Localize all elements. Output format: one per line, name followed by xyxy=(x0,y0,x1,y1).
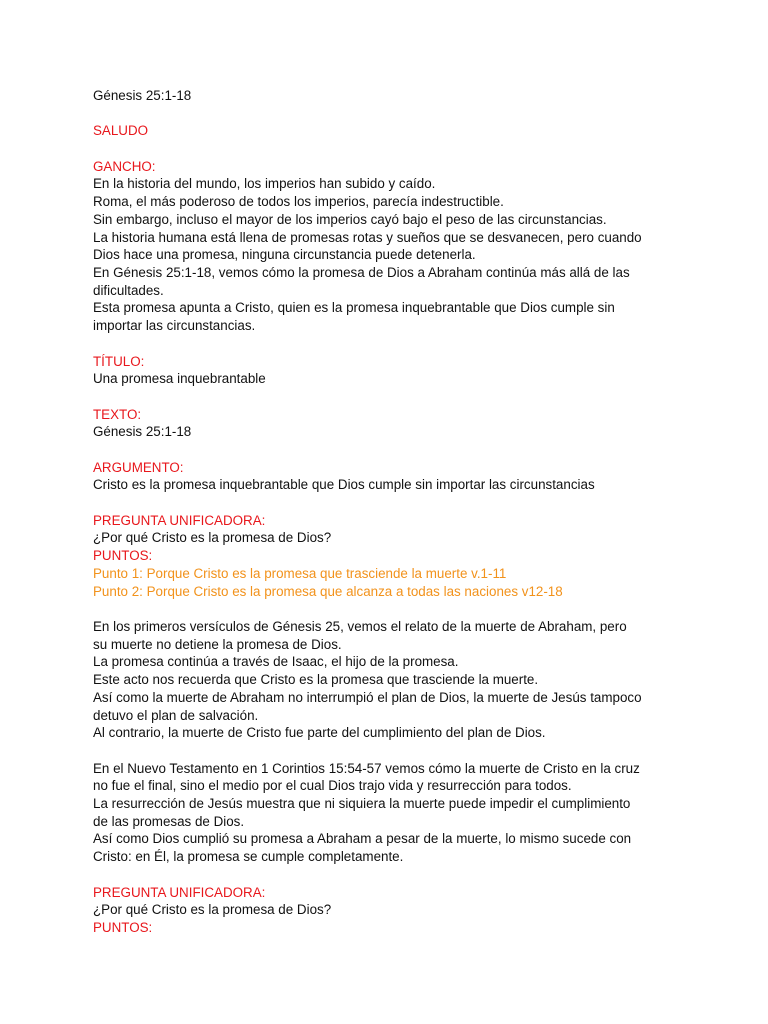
paragraph-line: Cristo: en Él, la promesa se cumple completamente. xyxy=(93,849,404,865)
paragraph-line: Así como la muerte de Abraham no interrumpió el plan de Dios, la muerte de Jesús tampoco xyxy=(93,689,642,705)
paragraph-line: Este acto nos recuerda que Cristo es la promesa que trasciende la muerte. xyxy=(93,672,539,688)
pregunta-unificadora-label: PREGUNTA UNIFICADORA: xyxy=(93,884,266,900)
paragraph-line: La promesa continúa a través de Isaac, el hijo de la promesa. xyxy=(93,654,459,670)
pregunta-unificadora-value: ¿Por qué Cristo es la promesa de Dios? xyxy=(93,530,332,546)
pregunta-unificadora-value: ¿Por qué Cristo es la promesa de Dios? xyxy=(93,902,332,918)
paragraph-line: Así como Dios cumplió su promesa a Abraham a pesar de la muerte, lo mismo sucede con xyxy=(93,831,632,847)
paragraph-line: su muerte no detiene la promesa de Dios. xyxy=(93,636,342,652)
paragraph-line: no fue el final, sino el medio por el cual Dios trajo vida y resurrección para todos. xyxy=(93,778,572,794)
punto-item: Punto 1: Porque Cristo es la promesa que trasciende la muerte v.1-11 xyxy=(93,565,507,581)
paragraph-line: En los primeros versículos de Génesis 25, vemos el relato de la muerte de Abraham, pero xyxy=(93,618,627,634)
texto-value: Génesis 25:1-18 xyxy=(93,424,192,440)
gancho-line: En la historia del mundo, los imperios han subido y caído. xyxy=(93,176,436,192)
document-page xyxy=(93,87,713,937)
gancho-line: Dios hace una promesa, ninguna circunstancia puede detenerla. xyxy=(93,247,476,263)
saludo-label: SALUDO xyxy=(93,123,149,139)
gancho-line: La historia humana está llena de promesas rotas y sueños que se desvanecen, pero cuando xyxy=(93,229,642,245)
gancho-line: En Génesis 25:1-18, vemos cómo la promesa de Dios a Abraham continúa más allá de las xyxy=(93,265,630,280)
document-heading: Génesis 25:1-18 xyxy=(93,88,192,103)
paragraph-line: La resurrección de Jesús muestra que ni siquiera la muerte puede impedir el cumplimiento xyxy=(93,796,631,811)
paragraph-line: Al contrario, la muerte de Cristo fue parte del cumplimiento del plan de Dios. xyxy=(93,725,546,741)
argumento-value: Cristo es la promesa inquebrantable que Dios cumple sin importar las circunstancias xyxy=(93,477,595,493)
titulo-value: Una promesa inquebrantable xyxy=(93,371,266,387)
puntos-label: PUNTOS: xyxy=(93,919,153,935)
gancho-line: Sin embargo, incluso el mayor de los imperios cayó bajo el peso de las circunstancias. xyxy=(93,211,607,227)
paragraph-line: detuvo el plan de salvación. xyxy=(93,707,259,723)
titulo-label: TÍTULO: xyxy=(93,353,145,369)
pregunta-unificadora-label: PREGUNTA UNIFICADORA: xyxy=(93,512,266,528)
gancho-line: Esta promesa apunta a Cristo, quien es la promesa inquebrantable que Dios cumple sin xyxy=(93,300,615,316)
gancho-label: GANCHO: xyxy=(93,158,156,174)
argumento-label: ARGUMENTO: xyxy=(93,459,184,475)
gancho-line: Roma, el más poderoso de todos los imperios, parecía indestructible. xyxy=(93,194,504,210)
texto-label: TEXTO: xyxy=(93,406,142,422)
punto-item: Punto 2: Porque Cristo es la promesa que alcanza a todas las naciones v12-18 xyxy=(93,583,563,599)
puntos-label: PUNTOS: xyxy=(93,548,153,564)
gancho-line: importar las circunstancias. xyxy=(93,318,256,334)
gancho-line: dificultades. xyxy=(93,282,164,298)
paragraph-line: de las promesas de Dios. xyxy=(93,813,245,829)
paragraph-line: En el Nuevo Testamento en 1 Corintios 15:54-57 vemos cómo la muerte de Cristo en la cruz xyxy=(93,760,640,776)
